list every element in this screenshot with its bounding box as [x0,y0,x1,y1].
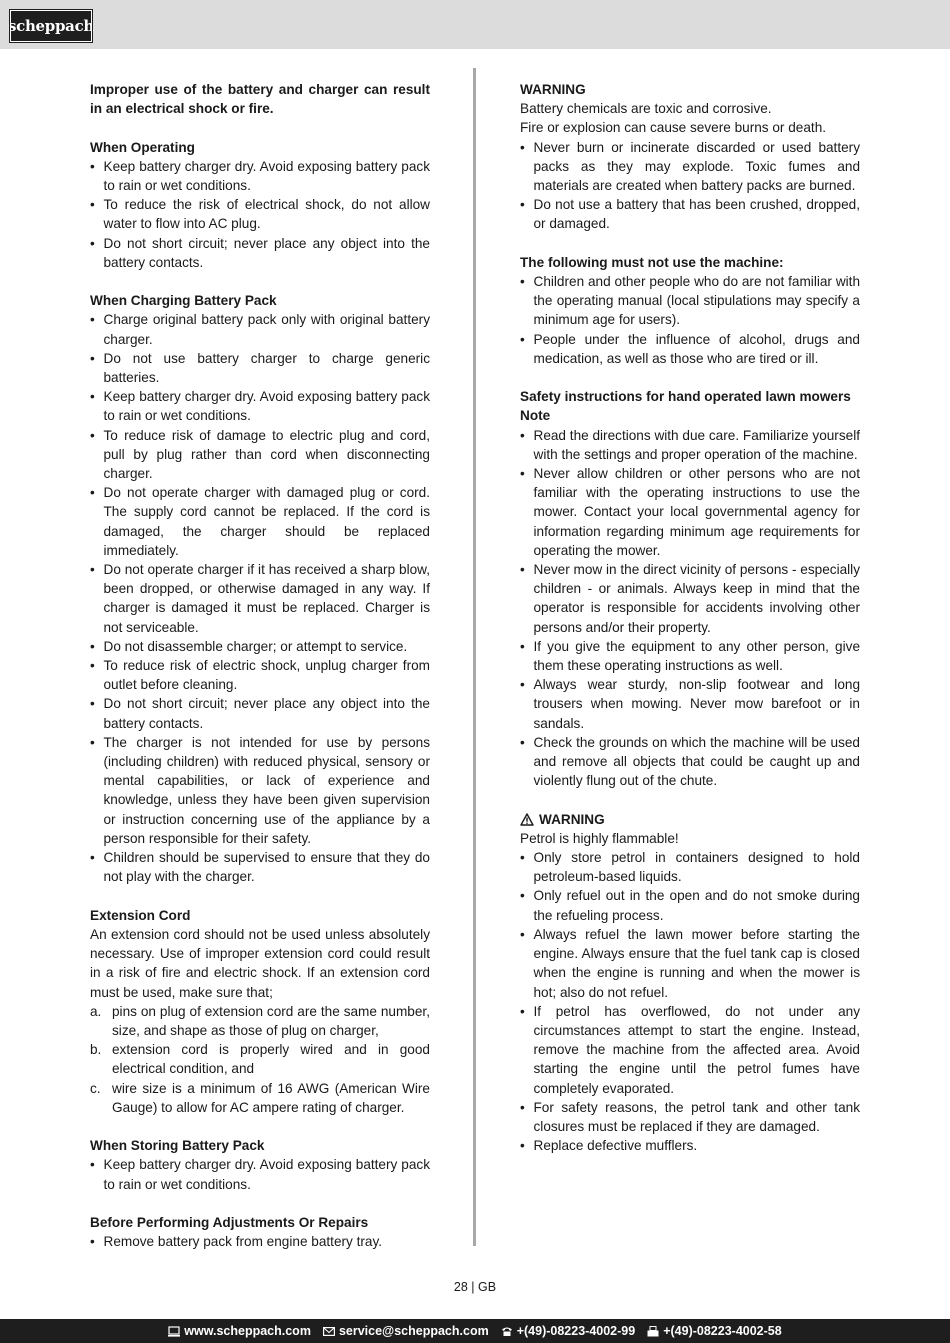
list-item: • Replace defective mufflers. [520,1136,860,1155]
list-item: • Only refuel out in the open and do not smoke during the refueling process. [520,886,860,924]
list-item: • Do not short circuit; never place any object into the battery contacts. [90,694,430,732]
battery-warning-list [520,138,860,234]
list-item: • If you give the equipment to any other person, give them these operating instructions as well. [520,637,860,675]
petrol-warning-list [520,848,860,1155]
footer-email [323,1324,489,1338]
list-item: • Never allow children or other persons who are not familiar with the operating instructions to use the mower. Contact your local governmental agency for information regarding minimum age requirements for operating the mower. [520,464,860,560]
list-item: • Remove battery pack from engine battery tray. [90,1232,430,1251]
column-divider [473,68,476,1246]
section-title-when-operating: When Operating [90,139,195,155]
list-item: • Only store petrol in containers designed to hold petroleum-based liquids. [520,848,860,886]
list-marker: a. [90,1003,102,1019]
list-item: • Children and other people who do are not familiar with the operating manual (local stipulations may specify a minimum age for users). [520,272,860,330]
when-storing-list [90,1155,430,1193]
list-item: • Do not short circuit; never place any object into the battery contacts. [90,234,430,272]
list-item: • Keep battery charger dry. Avoid exposing battery pack to rain or wet conditions. [90,1155,430,1193]
list-item: • Keep battery charger dry. Avoid exposing battery pack to rain or wet conditions. [90,157,430,195]
list-item: • People under the influence of alcohol, drugs and medication, as well as those who are tired or ill. [520,330,860,368]
mail-icon [323,1326,335,1337]
list-item: • If petrol has overflowed, do not under any circumstances attempt to start the engine. Instead, remove the machine from the affected area. Avoid starting the engine until the petrol fumes have completely evaporated. [520,1002,860,1098]
fax-number[interactable]: +(49)-08223-4002-58 [663,1324,782,1338]
section-title-when-storing: When Storing Battery Pack [90,1138,265,1154]
extension-cord-text: An extension cord should not be used unless absolutely necessary. Use of improper extension cord could result in a risk of fire and electric shock. If an extension cord must be used, make sure that; [90,926,430,1000]
page-number: 28 | GB [453,1280,497,1294]
list-item: • To reduce risk of damage to electric plug and cord, pull by plug rather than cord when disconnecting charger. [90,426,430,484]
list-item: • Do not use battery charger to charge generic batteries. [90,349,430,387]
list-item: • Always refuel the lawn mower before starting the engine. Always ensure that the fuel tank cap is closed when the engine is running and when the mower is hot; also do not refuel. [520,925,860,1002]
before-adjustments-list [90,1232,430,1251]
list-item: • Charge original battery pack only with original battery charger. [90,310,430,348]
section-title-before-adjustments: Before Performing Adjustments Or Repairs [90,1214,369,1230]
warning-text: Battery chemicals are toxic and corrosive. [520,101,772,117]
hand-mowers-list [520,426,860,791]
section-title-when-charging: When Charging Battery Pack [90,293,277,309]
list-item: • Check the grounds on which the machine will be used and remove all objects that could be caught up and violently flung out of the chute. [520,733,860,791]
list-item: • To reduce the risk of electrical shock, do not allow water to flow into AC plug. [90,195,430,233]
scheppach-logo: scheppach [10,10,92,42]
list-item: • Do not use a battery that has been crushed, dropped, or damaged. [520,195,860,233]
warning-text: Fire or explosion can cause severe burns or death. [520,120,827,136]
warning-title: WARNING [539,811,605,827]
list-text: pins on plug of extension cord are the same number, size, and shape as those of plug on charger, [112,1003,430,1038]
list-item: • Do not operate charger if it has received a sharp blow, been dropped, or otherwise damaged in any way. If charger is damaged it must be replaced. Charger is not serviceable. [90,560,430,637]
warning-text: Petrol is highly flammable! [520,830,679,846]
header-bar [0,0,950,49]
list-item: • For safety reasons, the petrol tank and other tank closures must be replaced if they are damaged. [520,1098,860,1136]
when-charging-list [90,310,430,886]
list-marker: b. [90,1042,102,1058]
section-title-extension-cord: Extension Cord [90,907,191,923]
left-column [90,80,430,1251]
list-item [90,1079,430,1117]
when-operating-list [90,157,430,272]
list-item: • To reduce risk of electric shock, unplug charger from outlet before cleaning. [90,656,430,694]
list-item: • Read the directions with due care. Familiarize yourself with the settings and proper operation of the machine. [520,426,860,464]
phone-number[interactable]: +(49)-08223-4002-99 [516,1324,636,1338]
footer-bar [0,1319,950,1343]
list-text: extension cord is properly wired and in good electrical condition, and [112,1042,430,1077]
list-item: • Keep battery charger dry. Avoid exposing battery pack to rain or wet conditions. [90,387,430,425]
footer-fax [647,1324,782,1338]
list-item [90,1002,430,1040]
list-marker: c. [90,1080,101,1096]
extension-cord-list [90,1002,430,1117]
list-item: • Children should be supervised to ensure that they do not play with the charger. [90,848,430,886]
section-title-must-not-use: The following must not use the machine: [520,254,784,270]
right-column [520,80,860,1155]
section-title-hand-mowers: Safety instructions for hand operated lawn mowers [520,389,851,405]
website-link[interactable]: www.scheppach.com [184,1324,311,1338]
footer-website [168,1324,311,1338]
footer-phone [501,1324,636,1338]
list-item: • Never burn or incinerate discarded or used battery packs as they may explode. Toxic fumes and materials are created when battery packs are burned. [520,138,860,196]
note-label: Note [520,408,551,424]
must-not-use-list [520,272,860,368]
list-text: wire size is a minimum of 16 AWG (American Wire Gauge) to allow for AC ampere rating of charger. [112,1080,430,1115]
intro-warning: Improper use of the battery and charger can result in an electrical shock or fire. [90,82,430,117]
list-item [90,1040,430,1078]
warning-triangle-icon [520,813,534,826]
warning-title: WARNING [520,82,586,97]
petrol-warning-heading [520,810,860,829]
computer-icon [168,1326,180,1337]
list-item: • Always wear sturdy, non-slip footwear and long trousers when mowing. Never mow barefoot or in sandals. [520,675,860,733]
phone-icon [501,1326,513,1337]
list-item: • Do not operate charger with damaged plug or cord. The supply cord cannot be replaced. If the cord is damaged, the charger should be replaced immediately. [90,483,430,560]
list-item: • Do not disassemble charger; or attempt to service. [90,637,430,656]
email-link[interactable]: service@scheppach.com [338,1324,489,1338]
list-item: • The charger is not intended for use by persons (including children) with reduced physical, sensory or mental capabilities, or lack of experience and knowledge, unless they have been given supervision or instruction concerning use of the appliance by a person responsible for their safety. [90,733,430,848]
fax-icon [647,1326,659,1337]
list-item: • Never mow in the direct vicinity of persons - especially children - or animals. Always keep in mind that the operator is responsible for accidents involving other persons and/or their property. [520,560,860,637]
